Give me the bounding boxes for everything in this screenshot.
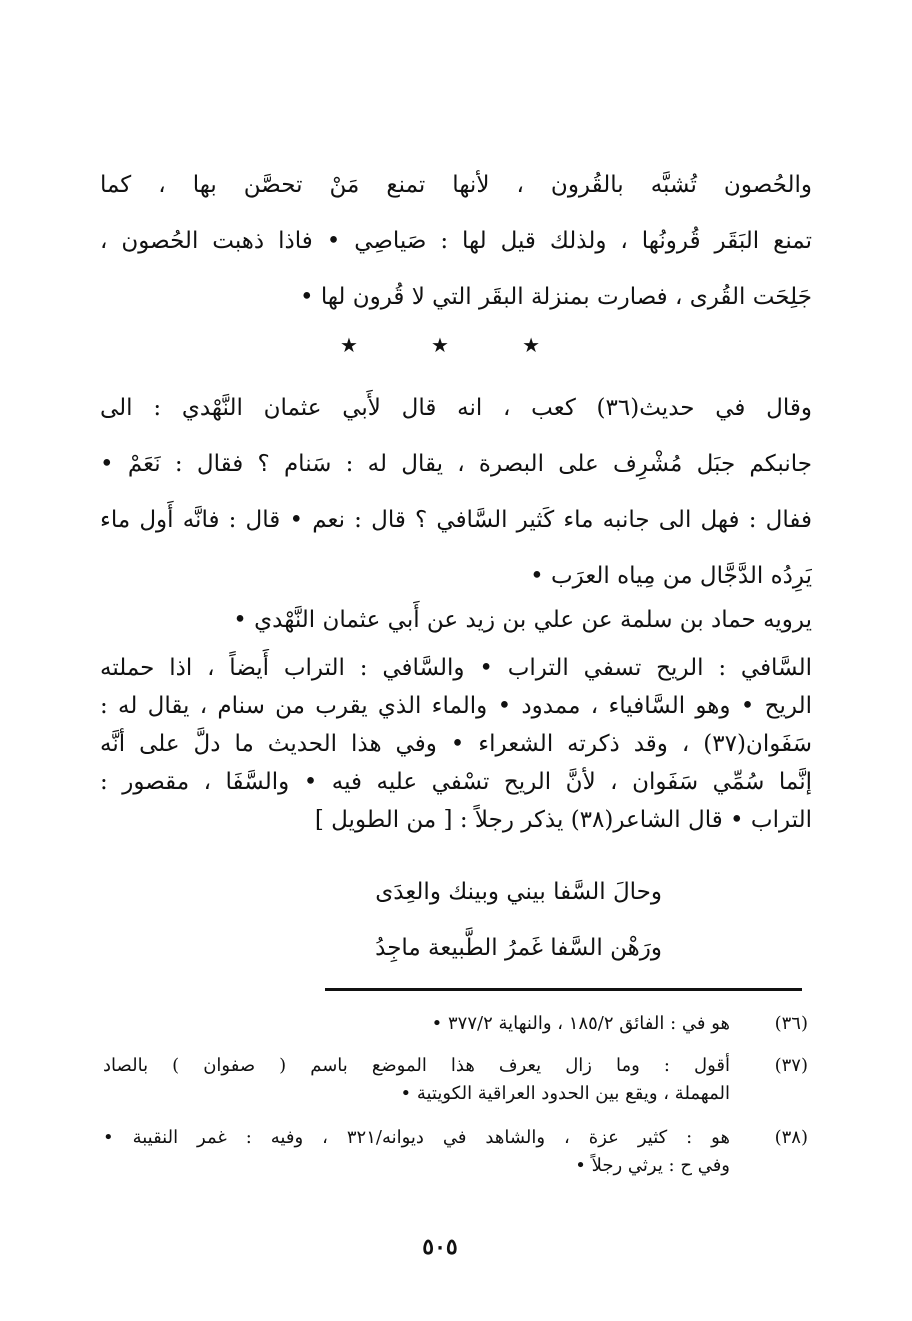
footnote-text: أقول : وما زال يعرف هذا الموضع باسم ( صفوان ) بالصاد bbox=[103, 1055, 730, 1076]
text-line: السَّافي : الريح تسفي التراب • والسَّافي : التراب أَيضاً ، اذا حملته bbox=[100, 655, 812, 681]
text-line: ففال : فهل الى جانبه ماء كَثير السَّافي ؟ قال : نعم • قال : فانَّه أَول ماء bbox=[100, 507, 812, 533]
footnote-36 bbox=[103, 1010, 808, 1038]
verse-line-1: وحالَ السَّفا بيني وبينك والعِدَى bbox=[375, 879, 662, 905]
footnote-text: هو في : الفائق ١٨٥/٢ ، والنهاية ٣٧٧/٢ • bbox=[431, 1013, 730, 1034]
verse-line-2: ورَهْن السَّفا غَمرُ الطَّبيعة ماجِدُ bbox=[375, 935, 662, 961]
footnote-number: (٣٧) bbox=[774, 1055, 808, 1076]
page-number: ٥٠٥ bbox=[422, 1234, 458, 1260]
star-glyph: ★ bbox=[431, 333, 449, 357]
text-line: وقال في حديث(٣٦) كعب ، انه قال لأَبي عثمان النَّهْدي : الى bbox=[100, 395, 812, 421]
footnote-text: هو : كثير عزة ، والشاهد في ديوانه/٣٢١ ، وفيه : غمر النقيبة • bbox=[103, 1127, 730, 1148]
footnote-text: المهملة ، ويقع بين الحدود العراقية الكويتية • bbox=[400, 1083, 730, 1104]
star-glyph: ★ bbox=[522, 333, 540, 357]
footnote-38 bbox=[103, 1124, 808, 1180]
text-line: الريح • وهو السَّافياء ، ممدود • والماء الذي يقرب من سنام ، يقال له : bbox=[100, 693, 812, 719]
footnote-divider bbox=[325, 988, 802, 991]
footnote-text: وفي ح : يرثي رجلاً • bbox=[575, 1155, 730, 1176]
paragraph-2 bbox=[100, 380, 812, 604]
paragraph-4 bbox=[100, 649, 812, 839]
text-line: جَلِحَت القُرى ، فصارت بمنزلة البقَر التي لا قُرون لها • bbox=[299, 284, 812, 310]
text-line: والحُصون تُشبَّه بالقُرون ، لأنها تمنع مَنْ تحصَّن بها ، كما bbox=[100, 172, 812, 198]
section-separator bbox=[340, 330, 540, 360]
paragraph-3 bbox=[100, 592, 812, 648]
text-line: جانبكم جبَل مُشْرِف على البصرة ، يقال له : سَنام ؟ فقال : نَعَمْ • bbox=[100, 451, 812, 477]
text-line: يرويه حماد بن سلمة عن علي بن زيد عن أَبي عثمان النَّهْدي • bbox=[233, 607, 812, 633]
text-line: سَفَوان(٣٧) ، وقد ذكرته الشعراء • وفي هذا الحديث ما دلَّ على أنَّه bbox=[100, 731, 812, 757]
star-glyph: ★ bbox=[340, 333, 358, 357]
footnote-37 bbox=[103, 1052, 808, 1108]
text-line: التراب • قال الشاعر(٣٨) يذكر رجلاً : [ من الطويل ] bbox=[314, 807, 812, 833]
text-line: إنَّما سُمِّي سَفَوان ، لأنَّ الريح تسْفي عليه فيه • والسَّفَا ، مقصور : bbox=[100, 769, 812, 795]
text-line: يَرِدُه الدَّجَّال من مِياه العرَب • bbox=[530, 563, 812, 589]
footnote-number: (٣٨) bbox=[774, 1127, 808, 1148]
footnote-number: (٣٦) bbox=[774, 1013, 808, 1034]
text-line: تمنع البَقَر قُرونُها ، ولذلك قيل لها : صَياصِي • فاذا ذهبت الحُصون ، bbox=[100, 228, 812, 254]
paragraph-1 bbox=[100, 157, 812, 325]
